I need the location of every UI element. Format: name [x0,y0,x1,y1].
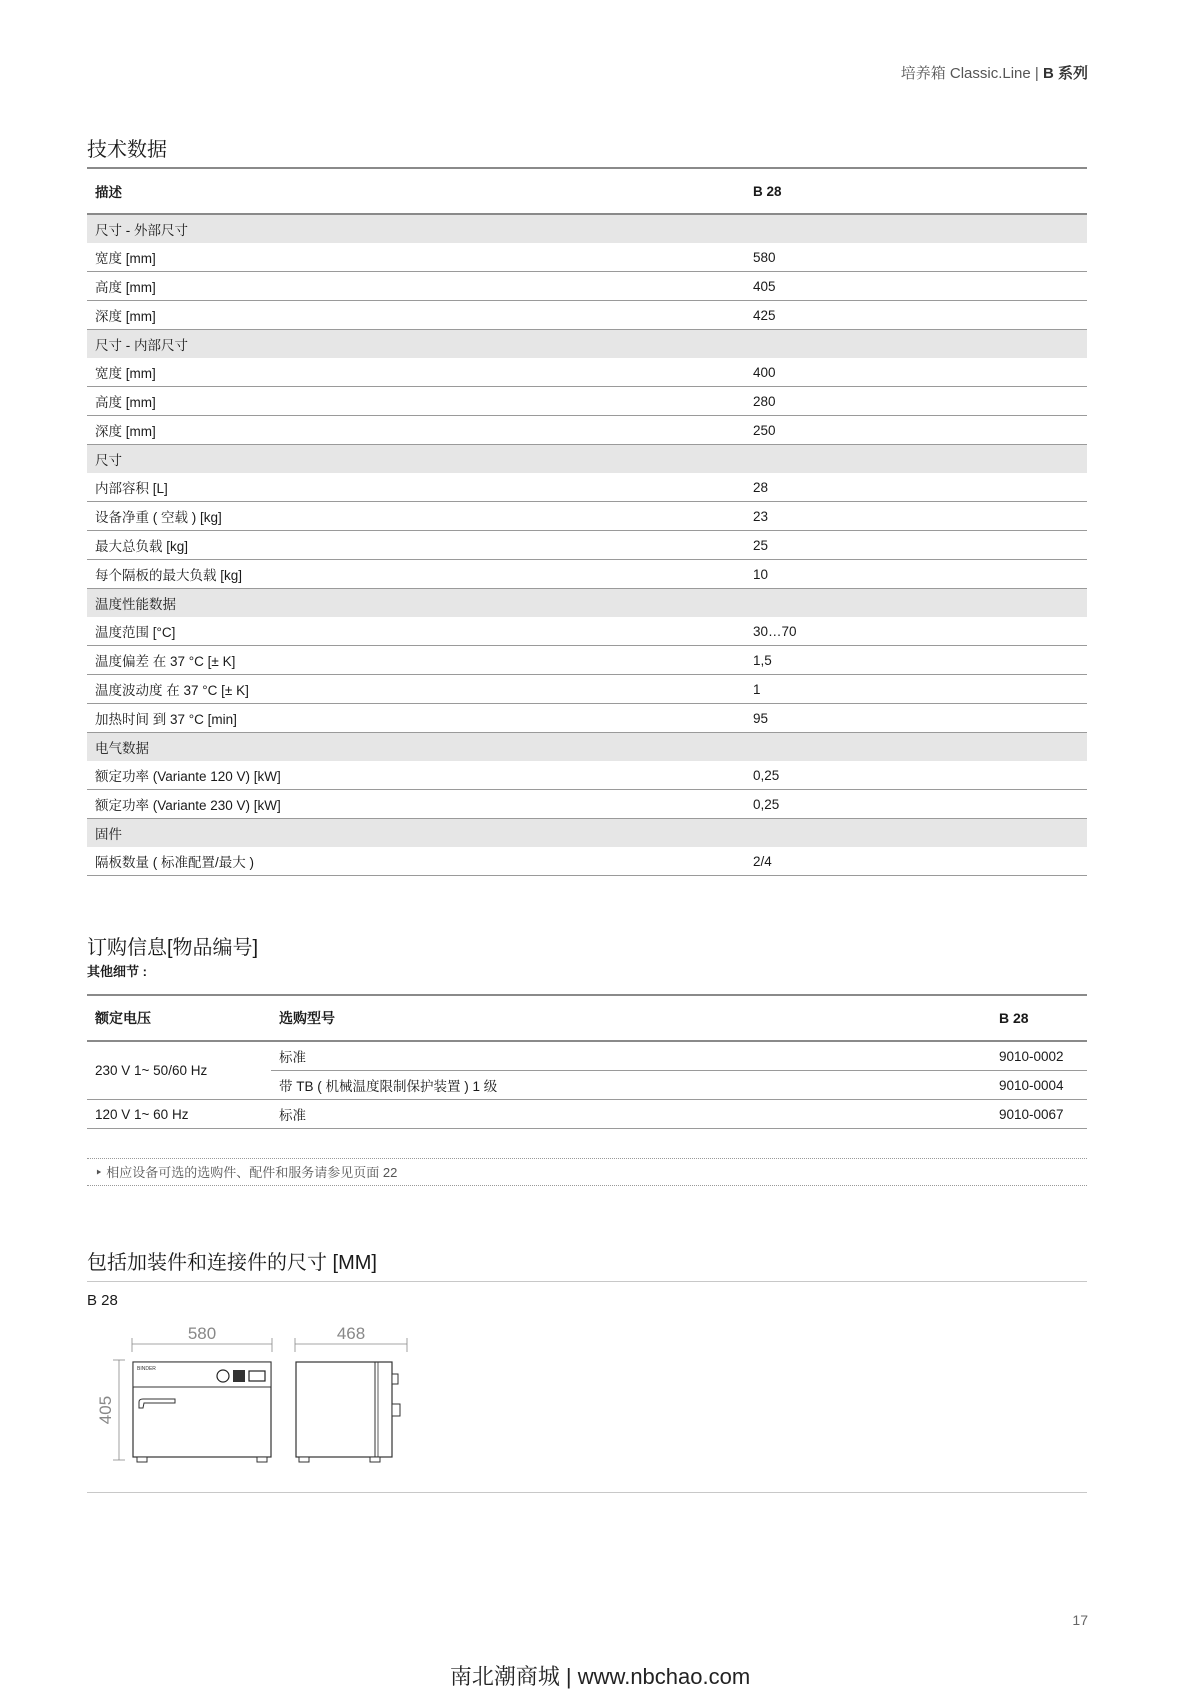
order-table-header [87,995,1087,1041]
spec-label: 深度 [mm] [87,301,745,330]
spec-value: 95 [745,704,1087,733]
spec-label: 宽度 [mm] [87,358,745,387]
depth-label: 468 [336,1324,366,1343]
table-row [87,387,1087,416]
group-row [87,445,1087,474]
table-row [87,560,1087,589]
dimension-drawing [87,1320,427,1470]
spec-label: 额定功率 (Variante 120 V) [kW] [87,761,745,790]
spec-value: 280 [745,387,1087,416]
group-label: 固件 [87,819,1087,848]
spec-value: 250 [745,416,1087,445]
col-order-model: B 28 [991,995,1087,1041]
spec-value: 25 [745,531,1087,560]
header-series: B 系列 [1042,65,1088,82]
order-option: 标准 [271,1100,991,1129]
group-label: 电气数据 [87,733,1087,762]
foot-icon [299,1457,309,1462]
spec-value: 1,5 [745,646,1087,675]
table-row [87,243,1087,272]
spec-label: 设备净重 ( 空载 ) [kg] [87,502,745,531]
tech-data-title: 技术数据 [87,139,167,161]
order-row [87,1100,1087,1129]
table-row [87,531,1087,560]
tech-data-table [87,167,1087,876]
side-connector-icon [392,1404,400,1416]
table-row [87,358,1087,387]
drawing-model-label: B 28 [87,1292,118,1309]
group-label: 温度性能数据 [87,589,1087,618]
side-view [296,1362,400,1462]
spec-value: 2/4 [745,847,1087,876]
order-voltage: 230 V 1~ 50/60 Hz [87,1041,271,1100]
page-number: 17 [1072,1612,1088,1628]
group-row [87,589,1087,618]
order-code: 9010-0002 [991,1041,1087,1071]
spec-label: 加热时间 到 37 °C [min] [87,704,745,733]
spec-value: 425 [745,301,1087,330]
table-row [87,646,1087,675]
table-row [87,416,1087,445]
spec-value: 1 [745,675,1087,704]
display-icon [233,1370,245,1382]
spec-label: 温度偏差 在 37 °C [± K] [87,646,745,675]
group-row [87,214,1087,243]
spec-label: 额定功率 (Variante 230 V) [kW] [87,790,745,819]
group-row [87,330,1087,359]
accessories-note: ‣ 相应设备可选的选购件、配件和服务请参见页面 22 [87,1158,1087,1186]
front-view [133,1362,271,1462]
order-option: 标准 [271,1041,991,1071]
group-row [87,819,1087,848]
order-info-title: 订购信息[物品编号] [87,937,259,959]
spec-label: 高度 [mm] [87,272,745,301]
table-row [87,790,1087,819]
spec-label: 温度范围 [°C] [87,617,745,646]
group-label: 尺寸 - 外部尺寸 [87,214,1087,243]
side-connector-icon [392,1374,398,1384]
dimensions-title: 包括加装件和连接件的尺寸 [MM] [87,1252,377,1274]
table-row [87,502,1087,531]
spec-value: 0,25 [745,761,1087,790]
tech-table-header [87,168,1087,214]
spec-label: 高度 [mm] [87,387,745,416]
spec-label: 每个隔板的最大负载 [kg] [87,560,745,589]
spec-value: 30…70 [745,617,1087,646]
order-voltage: 120 V 1~ 60 Hz [87,1100,271,1129]
spec-value: 405 [745,272,1087,301]
foot-icon [137,1457,147,1462]
col-option: 选购型号 [271,995,991,1041]
order-code: 9010-0004 [991,1071,1087,1100]
height-label: 405 [96,1395,115,1425]
group-row [87,733,1087,762]
spec-label: 内部容积 [L] [87,473,745,502]
width-label: 580 [187,1324,217,1343]
table-row [87,761,1087,790]
table-row [87,301,1087,330]
divider [87,1492,1087,1493]
order-code: 9010-0067 [991,1100,1087,1129]
col-voltage: 额定电压 [87,995,271,1041]
group-label: 尺寸 [87,445,1087,474]
header-product: 培养箱 Classic.Line | [900,65,1039,82]
spec-label: 深度 [mm] [87,416,745,445]
group-label: 尺寸 - 内部尺寸 [87,330,1087,359]
table-row [87,847,1087,876]
spec-label: 温度波动度 在 37 °C [± K] [87,675,745,704]
footer-watermark: 南北潮商城 | www.nbchao.com [449,1664,751,1689]
page-header [901,62,1088,83]
brand-label: BINDER [137,1366,156,1372]
foot-icon [257,1457,267,1462]
order-subtitle: 其他细节 : [87,964,147,979]
order-table [87,994,1087,1129]
table-row [87,704,1087,733]
col-description: 描述 [87,168,745,214]
table-row [87,675,1087,704]
spec-value: 580 [745,243,1087,272]
spec-label: 隔板数量 ( 标准配置/最大 ) [87,847,745,876]
spec-label: 宽度 [mm] [87,243,745,272]
spec-value: 400 [745,358,1087,387]
spec-value: 23 [745,502,1087,531]
spec-value: 28 [745,473,1087,502]
spec-value: 10 [745,560,1087,589]
table-row [87,272,1087,301]
divider [87,1281,1087,1282]
table-row [87,473,1087,502]
spec-value: 0,25 [745,790,1087,819]
spec-label: 最大总负载 [kg] [87,531,745,560]
order-option: 带 TB ( 机械温度限制保护装置 ) 1 级 [271,1071,991,1100]
col-model: B 28 [745,168,1087,214]
table-row [87,617,1087,646]
foot-icon [370,1457,380,1462]
order-row [87,1041,1087,1071]
